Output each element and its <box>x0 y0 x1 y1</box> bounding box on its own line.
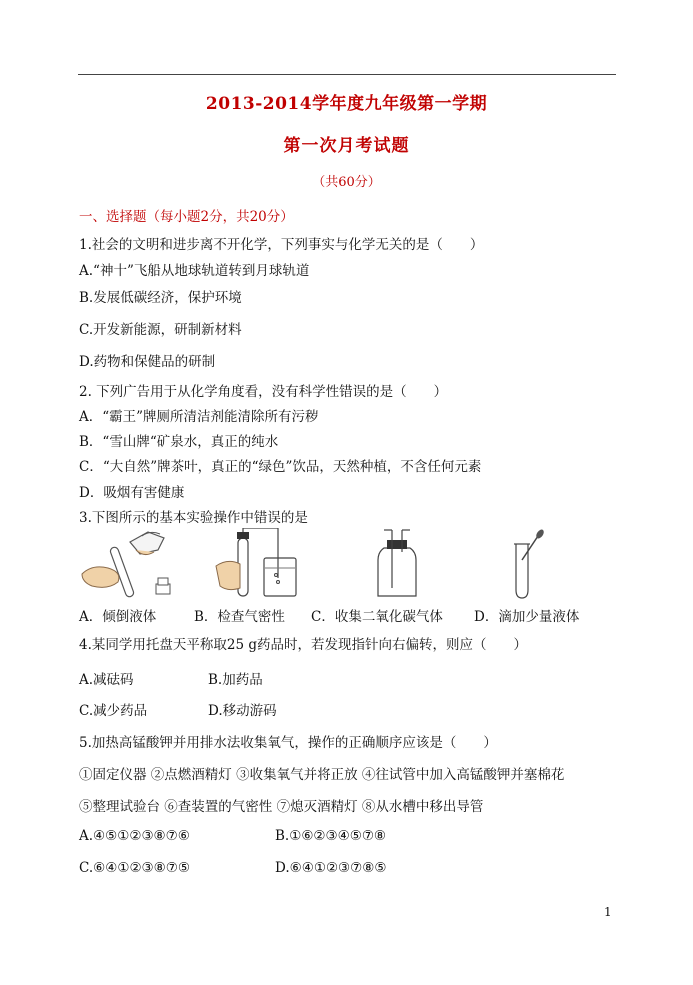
header-rule <box>78 74 616 75</box>
q4-option-c: C.减少药品 <box>79 703 148 719</box>
q5-option-a: A.④⑤①②③⑧⑦⑥ <box>79 828 190 844</box>
q2-stem: 2. 下列广告用于从化学角度看，没有科学性错误的是（ ） <box>79 384 448 400</box>
q3-option-b: B．检查气密性 <box>194 609 285 625</box>
page-number: 1 <box>604 905 612 919</box>
title-line1: 2013-2014学年度九年级第一学期 <box>205 94 488 114</box>
figure-gas-collection <box>370 528 440 600</box>
q1-option-b: B.发展低碳经济，保护环境 <box>79 290 242 306</box>
q1-stem: 1.社会的文明和进步离不开化学，下列事实与化学无关的是（ ） <box>79 237 484 253</box>
q4-option-d: D.移动游码 <box>208 703 277 719</box>
q5-option-c: C.⑥④①②③⑧⑦⑤ <box>79 860 190 876</box>
q3-stem: 3.下图所示的基本实验操作中错误的是 <box>79 510 308 526</box>
q2-option-b: B．“雪山牌“矿泉水，真正的纯水 <box>79 434 279 450</box>
q3-option-a: A．倾倒液体 <box>79 609 157 625</box>
q2-option-a: A．“霸王”牌厕所清洁剂能清除所有污秽 <box>79 409 319 425</box>
figure-dropper <box>508 528 558 600</box>
q3-option-d: D．滴加少量液体 <box>474 609 580 625</box>
q2-option-c: C．“大自然”牌茶叶，真正的“绿色”饮品，天然种植，不含任何元素 <box>79 459 482 475</box>
q5-option-b: B.①⑥②③④⑤⑦⑧ <box>275 828 387 844</box>
q3-option-c: C．收集二氧化碳气体 <box>311 609 443 625</box>
q1-option-a: A.“神十”飞船从地球轨道转到月球轨道 <box>79 263 310 279</box>
q5-stem: 5.加热高锰酸钾并用排水法收集氧气，操作的正确顺序应该是（ ） <box>79 735 497 751</box>
title-line2: 第一次月考试题 <box>283 136 410 156</box>
q4-option-b: B.加药品 <box>208 672 263 688</box>
figure-pour-liquid <box>78 528 178 600</box>
section-heading: 一、选择题（每小题2分，共20分） <box>79 209 294 225</box>
q1-option-d: D.药物和保健品的研制 <box>79 354 216 370</box>
figure-airtightness-check <box>212 528 312 600</box>
total-score: （共60分） <box>312 175 381 190</box>
q5-steps-line2: ⑤整理试验台 ⑥查装置的气密性 ⑦熄灭酒精灯 ⑧从水槽中移出导管 <box>79 799 484 815</box>
q5-steps-line1: ①固定仪器 ②点燃酒精灯 ③收集氧气并将正放 ④往试管中加入高锰酸钾并塞棉花 <box>79 767 565 783</box>
q2-option-d: D．吸烟有害健康 <box>79 485 185 501</box>
q1-option-c: C.开发新能源，研制新材料 <box>79 322 242 338</box>
q4-option-a: A.减砝码 <box>79 672 134 688</box>
q4-stem: 4.某同学用托盘天平称取25 g药品时，若发现指针向右偏转，则应（ ） <box>79 637 527 653</box>
q5-option-d: D.⑥④①②③⑦⑧⑤ <box>275 860 387 876</box>
